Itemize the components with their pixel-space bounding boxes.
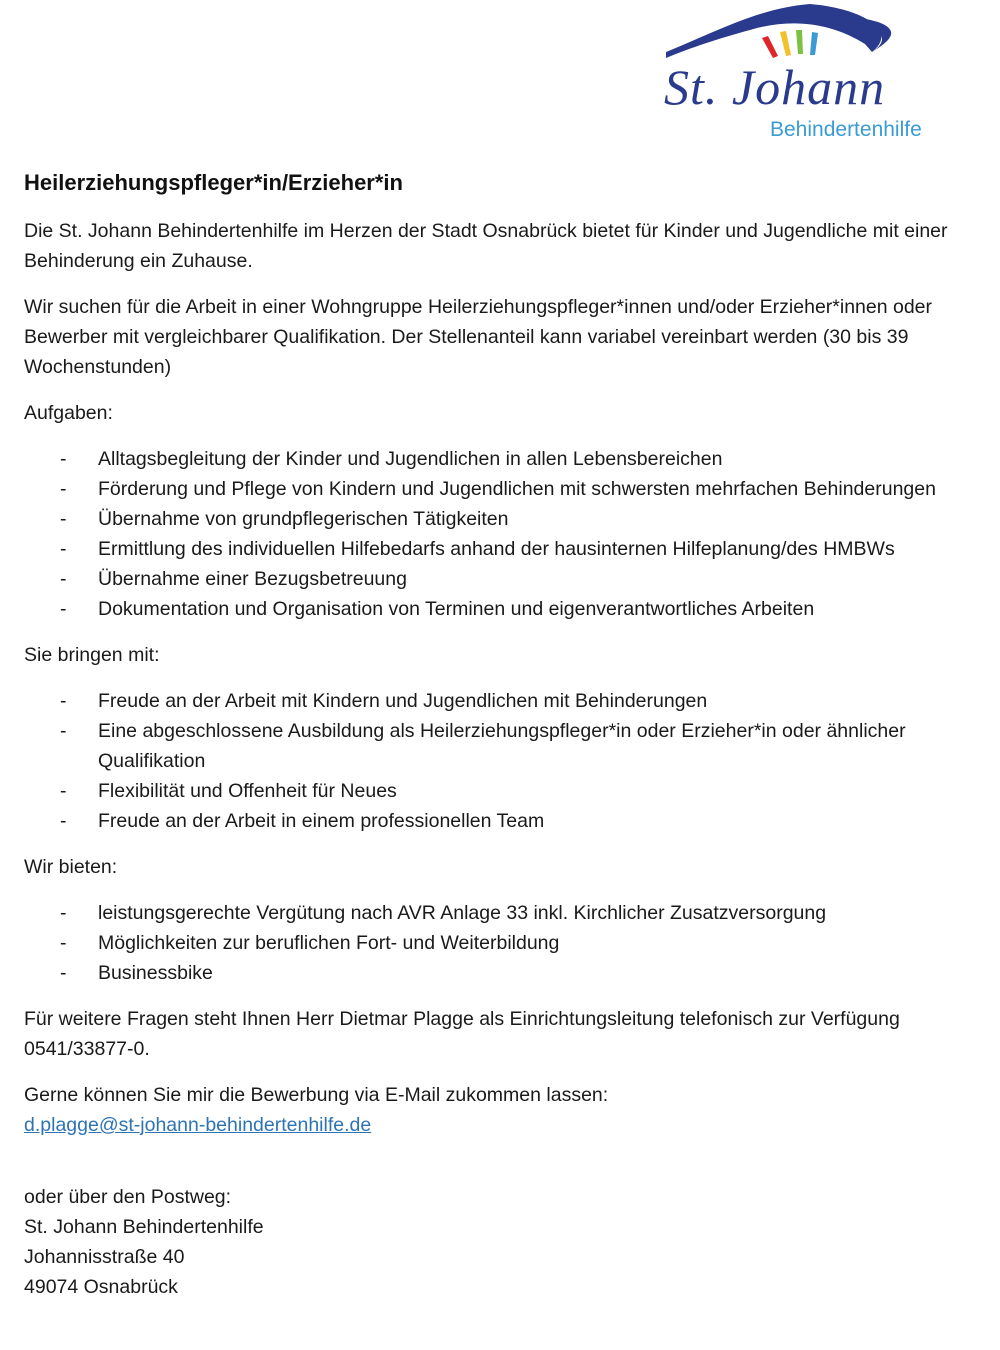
address-street: Johannisstraße 40 [24,1246,185,1268]
dash-bullet: - [60,902,67,924]
logo-name: St. Johann [664,59,886,115]
dash-bullet: - [60,962,67,984]
requirements-heading: Sie bringen mit: [24,644,160,666]
tasks-list [24,444,974,624]
list-item-text: Flexibilität und Offenheit für Neues [98,780,397,802]
list-item-text: Übernahme von grundpflegerischen Tätigkeiten [98,508,509,530]
list-item-text: Möglichkeiten zur beruflichen Fort- und Weiterbildung [98,932,560,954]
email-block [24,1080,974,1140]
page-title: Heilerziehungspfleger*in/Erzieher*in [24,170,403,195]
dash-bullet: - [60,448,67,470]
list-item [24,928,974,958]
dash-bullet: - [60,568,67,590]
list-item-text: Alltagsbegleitung der Kinder und Jugendlichen in allen Lebensbereichen [98,448,723,470]
dash-bullet: - [60,780,67,802]
intro-paragraph: Die St. Johann Behindertenhilfe im Herzen der Stadt Osnabrück bietet für Kinder und Jugendliche mit einer Behinderung ein Zuhause. [24,220,948,272]
post-intro: oder über den Postweg: [24,1186,232,1208]
list-item-text: leistungsgerechte Vergütung nach AVR Anlage 33 inkl. Kirchlicher Zusatzversorgung [98,902,827,924]
list-item [24,504,974,534]
offer-heading: Wir bieten: [24,856,118,878]
dash-bullet: - [60,720,67,742]
list-item-text: Übernahme einer Bezugsbetreuung [98,568,407,590]
address-city: 49074 Osnabrück [24,1276,178,1298]
list-item [24,898,974,928]
dash-bullet: - [60,508,67,530]
dash-bullet: - [60,598,67,620]
list-item [24,958,974,988]
list-item-text: Freude an der Arbeit mit Kindern und Jugendlichen mit Behinderungen [98,690,708,712]
dash-bullet: - [60,932,67,954]
list-item [24,564,974,594]
list-item-text: Ermittlung des individuellen Hilfebedarfs anhand der hausinternen Hilfeplanung/des HMBWs [98,538,895,560]
spacer [24,1156,974,1182]
offer-list [24,898,974,988]
list-item [24,776,974,806]
list-item [24,686,974,716]
dash-bullet: - [60,538,67,560]
list-item [24,444,974,474]
postal-address [24,1182,974,1302]
dash-bullet: - [60,810,67,832]
tasks-heading: Aufgaben: [24,402,113,424]
list-item-text: Förderung und Pflege von Kindern und Jugendlichen mit schwersten mehrfachen Behinderungen [98,478,936,500]
list-item-text: Businessbike [98,962,213,984]
email-link[interactable]: d.plagge@st-johann-behindertenhilfe.de [24,1114,372,1136]
job-posting [24,168,974,1302]
list-item [24,806,974,836]
search-paragraph: Wir suchen für die Arbeit in einer Wohngruppe Heilerziehungspfleger*innen und/oder Erzieher*innen oder Bewerber mit vergleichbarer Qualifikation. Der Stellenanteil kann variabel vereinbart werden (30 bis 39 Wochenstunden) [24,296,933,378]
questions-paragraph: Für weitere Fragen steht Ihnen Herr Dietmar Plagge als Einrichtungsleitung telefonisch zur Verfügung 0541/33877-0. [24,1008,900,1060]
email-intro: Gerne können Sie mir die Bewerbung via E-Mail zukommen lassen: [24,1084,609,1106]
dash-bullet: - [60,478,67,500]
list-item [24,594,974,624]
logo [660,0,970,150]
list-item [24,716,974,776]
address-name: St. Johann Behindertenhilfe [24,1216,264,1238]
list-item-text: Eine abgeschlossene Ausbildung als Heilerziehungspfleger*in oder Erzieher*in oder ähnlicher Qualifikation [98,720,906,772]
requirements-list [24,686,974,836]
list-item [24,474,974,504]
list-item-text: Freude an der Arbeit in einem professionellen Team [98,810,545,832]
list-item [24,534,974,564]
list-item-text: Dokumentation und Organisation von Terminen und eigenverantwortliches Arbeiten [98,598,815,620]
logo-subtitle: Behindertenhilfe [770,118,922,141]
dash-bullet: - [60,690,67,712]
